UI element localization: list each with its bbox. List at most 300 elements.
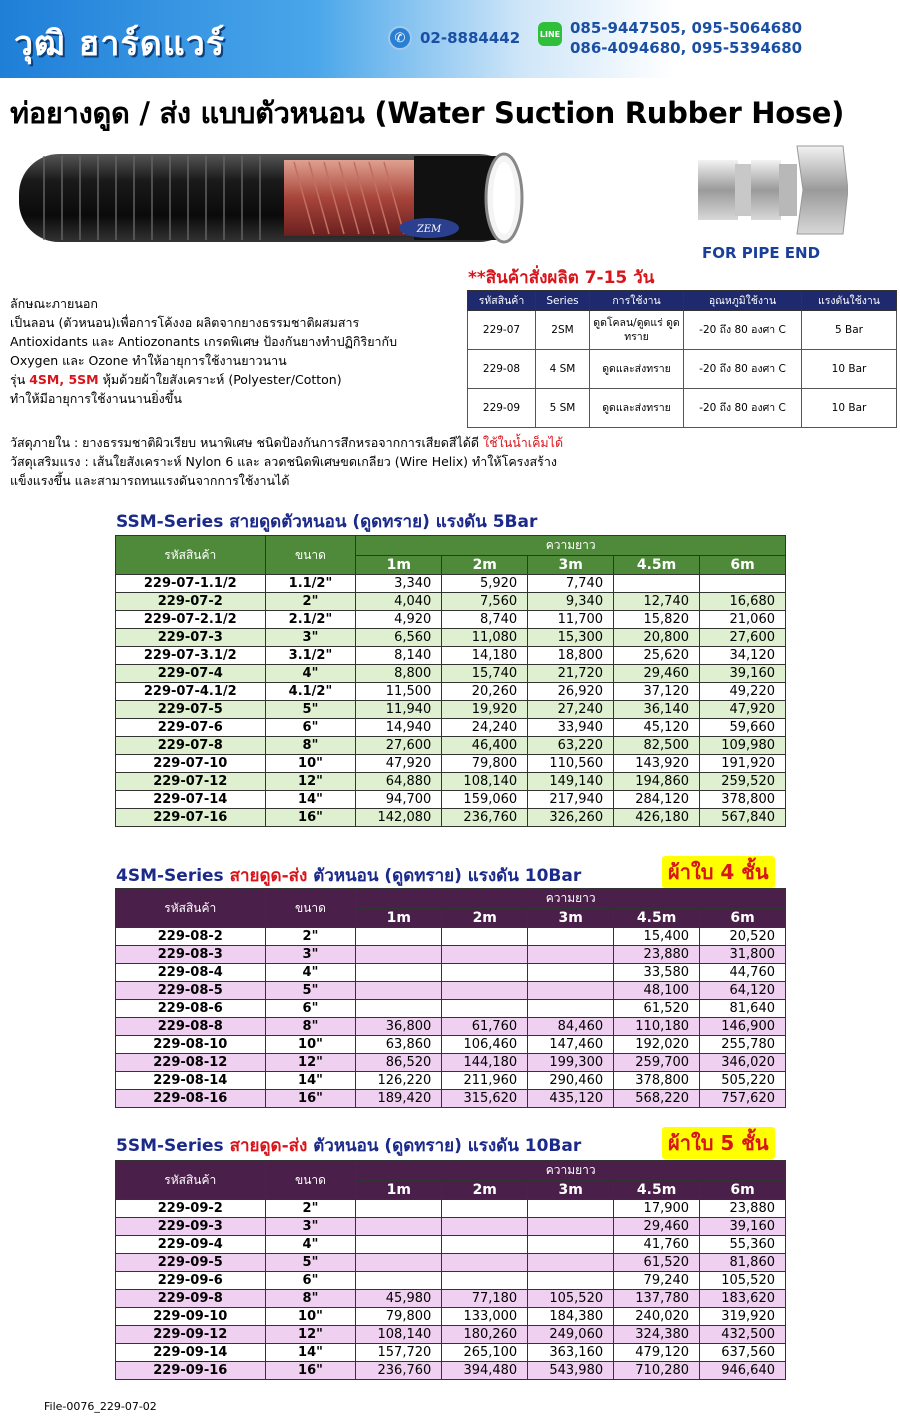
- size-cell: 3.1/2": [265, 647, 356, 665]
- spec-header: รหัสสินค้า: [468, 291, 536, 311]
- line-app-icon: LINE: [538, 22, 562, 46]
- price-cell: 11,700: [528, 611, 614, 629]
- product-code-cell: 229-07-14: [116, 791, 266, 809]
- price-cell: [356, 982, 442, 1000]
- 5sm-layer-badge: ผ้าใบ 5 ชั้น: [662, 1127, 775, 1159]
- price-cell: 505,220: [700, 1072, 786, 1090]
- table-row: [116, 701, 786, 719]
- size-cell: 12": [265, 1054, 356, 1072]
- spec-cell: 10 Bar: [802, 389, 897, 428]
- length-column-header: 2m: [442, 556, 528, 575]
- spec-header: Series: [536, 291, 590, 311]
- size-cell: 6": [265, 719, 356, 737]
- table-row: [116, 1218, 786, 1236]
- table-row: [116, 755, 786, 773]
- size-cell: 10": [265, 755, 356, 773]
- size-cell: 5": [265, 982, 356, 1000]
- price-cell: 15,740: [442, 665, 528, 683]
- product-code-cell: 229-09-12: [116, 1326, 266, 1344]
- price-cell: 61,760: [442, 1018, 528, 1036]
- 4sm-price-table: [115, 888, 786, 1108]
- price-cell: 34,120: [700, 647, 786, 665]
- reinforcement-material: วัสดุเสริมแรง : เส้นใยสังเคราะห์ Nylon 6 และ ลวดชนิดพิเศษขดเกลียว (Wire Helix) ทำให้โครงสร้าง: [10, 454, 557, 469]
- 4sm-section-title: 4SM-Series สายดูด-ส่ง ตัวหนอน (ดูดทราย) แรงดัน 10Bar: [116, 866, 582, 886]
- price-cell: [356, 1272, 442, 1290]
- spec-cell: 5 SM: [536, 389, 590, 428]
- spec-cell: -20 ถึง 80 องศา C: [684, 389, 802, 428]
- product-code-cell: 229-09-10: [116, 1308, 266, 1326]
- spec-header: แรงดันใช้งาน: [802, 291, 897, 311]
- pipe-end-label: FOR PIPE END: [702, 244, 821, 262]
- header-banner: [0, 0, 900, 78]
- price-cell: [528, 1218, 614, 1236]
- product-code-cell: 229-07-3.1/2: [116, 647, 266, 665]
- price-cell: 17,900: [614, 1200, 700, 1218]
- pipe-fitting-image: [693, 140, 848, 240]
- table-row: [116, 1344, 786, 1362]
- spec-table: [467, 290, 897, 428]
- price-cell: 108,140: [442, 773, 528, 791]
- product-code-cell: 229-07-8: [116, 737, 266, 755]
- price-cell: 15,300: [528, 629, 614, 647]
- size-cell: 5": [265, 1254, 356, 1272]
- size-cell: 10": [265, 1036, 356, 1054]
- table-row: [116, 683, 786, 701]
- product-code-cell: 229-08-16: [116, 1090, 266, 1108]
- price-cell: [442, 928, 528, 946]
- spec-cell: ดูดและส่งทราย: [590, 350, 684, 389]
- price-cell: 21,060: [700, 611, 786, 629]
- price-cell: 236,760: [356, 1362, 442, 1380]
- spec-cell: -20 ถึง 80 องศา C: [684, 311, 802, 350]
- price-cell: 147,460: [528, 1036, 614, 1054]
- table-row: [116, 575, 786, 593]
- price-cell: 26,920: [528, 683, 614, 701]
- table-row: [116, 1362, 786, 1380]
- size-cell: 4": [265, 665, 356, 683]
- price-cell: 259,700: [614, 1054, 700, 1072]
- price-cell: [528, 928, 614, 946]
- price-cell: 20,260: [442, 683, 528, 701]
- price-cell: 637,560: [700, 1344, 786, 1362]
- price-cell: 133,000: [442, 1308, 528, 1326]
- price-cell: [528, 1254, 614, 1272]
- spec-cell: ดูดโคลน/ดูดแร่ ดูดทราย: [590, 311, 684, 350]
- phone-contact: [388, 26, 520, 50]
- length-header: ความยาว: [356, 889, 786, 909]
- price-cell: [442, 1254, 528, 1272]
- inner-material: วัสดุภายใน : ยางธรรมชาติผิวเรียบ หนาพิเศษ ชนิดป้องกันการสึกหรอจากการเสียดสีได้ดี ใช้ในน้ำเค็มได้: [10, 435, 564, 450]
- price-cell: 47,920: [356, 755, 442, 773]
- size-cell: 3": [265, 629, 356, 647]
- price-cell: 86,520: [356, 1054, 442, 1072]
- size-header: ขนาด: [265, 889, 356, 928]
- price-cell: 567,840: [700, 809, 786, 827]
- table-row: [116, 982, 786, 1000]
- price-cell: 191,920: [700, 755, 786, 773]
- price-cell: 326,260: [528, 809, 614, 827]
- table-row: [116, 1200, 786, 1218]
- price-cell: 23,880: [614, 946, 700, 964]
- price-cell: 36,140: [614, 701, 700, 719]
- phone-number[interactable]: 02-8884442: [420, 29, 521, 47]
- price-cell: 27,240: [528, 701, 614, 719]
- model-highlight: 4SM, 5SM: [29, 372, 99, 387]
- price-cell: 137,780: [614, 1290, 700, 1308]
- spec-cell: 229-07: [468, 311, 536, 350]
- product-code-cell: 229-08-4: [116, 964, 266, 982]
- table-row: [116, 1036, 786, 1054]
- price-cell: 757,620: [700, 1090, 786, 1108]
- price-cell: 315,620: [442, 1090, 528, 1108]
- length-column-header: 1m: [356, 556, 442, 575]
- table-row: [116, 1000, 786, 1018]
- price-cell: [700, 575, 786, 593]
- price-cell: 192,020: [614, 1036, 700, 1054]
- spec-cell: 2SM: [536, 311, 590, 350]
- table-row: [116, 1308, 786, 1326]
- price-cell: 27,600: [700, 629, 786, 647]
- saltwater-note: ใช้ในน้ำเค็มได้: [483, 435, 564, 450]
- product-code-cell: 229-09-6: [116, 1272, 266, 1290]
- size-cell: 10": [265, 1308, 356, 1326]
- price-cell: 217,940: [528, 791, 614, 809]
- 5sm-section-title: 5SM-Series สายดูด-ส่ง ตัวหนอน (ดูดทราย) แรงดัน 10Bar: [116, 1136, 582, 1156]
- price-cell: 15,820: [614, 611, 700, 629]
- price-cell: 8,140: [356, 647, 442, 665]
- spec-cell: 5 Bar: [802, 311, 897, 350]
- price-cell: 9,340: [528, 593, 614, 611]
- table-row: [116, 629, 786, 647]
- code-header: รหัสสินค้า: [116, 536, 266, 575]
- spec-cell: 229-09: [468, 389, 536, 428]
- price-cell: 189,420: [356, 1090, 442, 1108]
- size-cell: 16": [265, 1090, 356, 1108]
- length-column-header: 2m: [442, 1181, 528, 1200]
- price-cell: 106,460: [442, 1036, 528, 1054]
- price-cell: 39,160: [700, 665, 786, 683]
- price-cell: 363,160: [528, 1344, 614, 1362]
- size-header: ขนาด: [265, 1161, 356, 1200]
- product-code-cell: 229-09-3: [116, 1218, 266, 1236]
- file-id: File-0076_229-07-02: [44, 1400, 157, 1413]
- length-column-header: 3m: [528, 556, 614, 575]
- price-cell: 79,800: [442, 755, 528, 773]
- product-code-cell: 229-09-2: [116, 1200, 266, 1218]
- table-row: [116, 946, 786, 964]
- price-cell: 45,120: [614, 719, 700, 737]
- spec-row: [468, 311, 897, 350]
- price-cell: 110,560: [528, 755, 614, 773]
- price-cell: 45,980: [356, 1290, 442, 1308]
- price-cell: 23,880: [700, 1200, 786, 1218]
- price-cell: [528, 982, 614, 1000]
- table-row: [116, 928, 786, 946]
- price-cell: 25,620: [614, 647, 700, 665]
- price-cell: [356, 1000, 442, 1018]
- mobile-contact: [538, 18, 802, 58]
- table-row: [116, 611, 786, 629]
- size-cell: 4.1/2": [265, 683, 356, 701]
- price-cell: 79,800: [356, 1308, 442, 1326]
- product-code-cell: 229-07-2.1/2: [116, 611, 266, 629]
- size-cell: 12": [265, 1326, 356, 1344]
- size-cell: 16": [265, 1362, 356, 1380]
- price-cell: 64,120: [700, 982, 786, 1000]
- code-header: รหัสสินค้า: [116, 1161, 266, 1200]
- price-cell: [356, 1236, 442, 1254]
- table-row: [116, 964, 786, 982]
- price-cell: 11,080: [442, 629, 528, 647]
- price-cell: 11,940: [356, 701, 442, 719]
- size-cell: 2.1/2": [265, 611, 356, 629]
- price-cell: [356, 928, 442, 946]
- price-cell: 236,760: [442, 809, 528, 827]
- price-cell: [614, 575, 700, 593]
- price-cell: 319,920: [700, 1308, 786, 1326]
- product-code-cell: 229-08-2: [116, 928, 266, 946]
- price-cell: [356, 1200, 442, 1218]
- price-cell: 432,500: [700, 1326, 786, 1344]
- size-cell: 4": [265, 964, 356, 982]
- price-cell: 48,100: [614, 982, 700, 1000]
- code-header: รหัสสินค้า: [116, 889, 266, 928]
- product-code-cell: 229-07-1.1/2: [116, 575, 266, 593]
- price-cell: 33,580: [614, 964, 700, 982]
- price-cell: 126,220: [356, 1072, 442, 1090]
- price-cell: 37,120: [614, 683, 700, 701]
- length-column-header: 2m: [442, 909, 528, 928]
- spec-cell: 229-08: [468, 350, 536, 389]
- price-cell: 33,940: [528, 719, 614, 737]
- price-cell: 16,680: [700, 593, 786, 611]
- price-cell: 36,800: [356, 1018, 442, 1036]
- material-description: [10, 433, 890, 490]
- price-cell: 259,520: [700, 773, 786, 791]
- product-code-cell: 229-09-4: [116, 1236, 266, 1254]
- rubber-hose-image: [14, 142, 534, 252]
- table-row: [116, 665, 786, 683]
- product-code-cell: 229-07-6: [116, 719, 266, 737]
- price-cell: 7,740: [528, 575, 614, 593]
- size-cell: 8": [265, 1018, 356, 1036]
- price-cell: 61,520: [614, 1254, 700, 1272]
- price-cell: 159,060: [442, 791, 528, 809]
- price-cell: 435,120: [528, 1090, 614, 1108]
- size-cell: 2": [265, 1200, 356, 1218]
- price-cell: 49,220: [700, 683, 786, 701]
- price-cell: 18,800: [528, 647, 614, 665]
- mobile-numbers-2[interactable]: 086-4094680, 095-5394680: [570, 39, 803, 57]
- price-cell: 290,460: [528, 1072, 614, 1090]
- table-row: [116, 1072, 786, 1090]
- price-cell: [442, 982, 528, 1000]
- spec-row: [468, 350, 897, 389]
- price-cell: 63,220: [528, 737, 614, 755]
- spec-row: [468, 389, 897, 428]
- price-cell: 20,800: [614, 629, 700, 647]
- price-cell: 81,860: [700, 1254, 786, 1272]
- phone-icon: ✆: [388, 26, 412, 50]
- price-cell: 394,480: [442, 1362, 528, 1380]
- price-cell: 143,920: [614, 755, 700, 773]
- price-cell: 8,800: [356, 665, 442, 683]
- table-row: [116, 1290, 786, 1308]
- product-code-cell: 229-07-12: [116, 773, 266, 791]
- size-cell: 6": [265, 1000, 356, 1018]
- size-header: ขนาด: [265, 536, 356, 575]
- price-cell: 194,860: [614, 773, 700, 791]
- product-description: [10, 294, 465, 408]
- price-cell: 180,260: [442, 1326, 528, 1344]
- price-cell: 84,460: [528, 1018, 614, 1036]
- price-cell: 44,760: [700, 964, 786, 982]
- price-cell: 946,640: [700, 1362, 786, 1380]
- price-cell: 63,860: [356, 1036, 442, 1054]
- price-cell: 59,660: [700, 719, 786, 737]
- price-cell: 41,760: [614, 1236, 700, 1254]
- table-row: [116, 719, 786, 737]
- price-cell: 14,940: [356, 719, 442, 737]
- price-cell: 5,920: [442, 575, 528, 593]
- price-cell: 105,520: [528, 1290, 614, 1308]
- price-cell: 110,180: [614, 1018, 700, 1036]
- product-code-cell: 229-07-2: [116, 593, 266, 611]
- product-code-cell: 229-09-5: [116, 1254, 266, 1272]
- price-cell: 8,740: [442, 611, 528, 629]
- price-cell: 29,460: [614, 1218, 700, 1236]
- price-cell: [442, 1000, 528, 1018]
- price-cell: [356, 964, 442, 982]
- price-cell: 14,180: [442, 647, 528, 665]
- mobile-numbers-1[interactable]: 085-9447505, 095-5064680: [570, 19, 803, 37]
- price-cell: 12,740: [614, 593, 700, 611]
- price-cell: 108,140: [356, 1326, 442, 1344]
- product-code-cell: 229-09-8: [116, 1290, 266, 1308]
- price-cell: 284,120: [614, 791, 700, 809]
- price-cell: 11,500: [356, 683, 442, 701]
- table-row: [116, 1326, 786, 1344]
- product-code-cell: 229-07-5: [116, 701, 266, 719]
- table-row: [116, 1254, 786, 1272]
- length-column-header: 3m: [528, 909, 614, 928]
- size-cell: 1.1/2": [265, 575, 356, 593]
- price-cell: [442, 1236, 528, 1254]
- size-cell: 4": [265, 1236, 356, 1254]
- price-cell: 79,240: [614, 1272, 700, 1290]
- price-cell: 240,020: [614, 1308, 700, 1326]
- size-cell: 8": [265, 1290, 356, 1308]
- spec-header: การใช้งาน: [590, 291, 684, 311]
- price-cell: 19,920: [442, 701, 528, 719]
- price-cell: [528, 1272, 614, 1290]
- product-code-cell: 229-07-4.1/2: [116, 683, 266, 701]
- table-row: [116, 1272, 786, 1290]
- product-code-cell: 229-08-3: [116, 946, 266, 964]
- spec-cell: -20 ถึง 80 องศา C: [684, 350, 802, 389]
- product-code-cell: 229-08-10: [116, 1036, 266, 1054]
- spec-header: อุณหภูมิใช้งาน: [684, 291, 802, 311]
- price-cell: 6,560: [356, 629, 442, 647]
- length-column-header: 4.5m: [614, 909, 700, 928]
- desc-text: รุ่น 4SM, 5SM หุ้มด้วยผ้าใยสังเคราะห์ (Polyester/Cotton): [10, 372, 342, 387]
- price-cell: 146,900: [700, 1018, 786, 1036]
- price-cell: 27,600: [356, 737, 442, 755]
- product-code-cell: 229-08-6: [116, 1000, 266, 1018]
- price-cell: 82,500: [614, 737, 700, 755]
- price-cell: [528, 1200, 614, 1218]
- price-cell: 64,880: [356, 773, 442, 791]
- order-lead-time-note: **สินค้าสั่งผลิต 7-15 วัน: [468, 268, 655, 288]
- desc-text: เป็นลอน (ตัวหนอน)เพื่อการโค้งงอ ผลิตจากยางธรรมชาติผสมสาร: [10, 315, 360, 330]
- price-cell: [356, 1254, 442, 1272]
- price-cell: 324,380: [614, 1326, 700, 1344]
- product-code-cell: 229-08-12: [116, 1054, 266, 1072]
- price-cell: 211,960: [442, 1072, 528, 1090]
- length-column-header: 1m: [356, 909, 442, 928]
- length-column-header: 6m: [700, 556, 786, 575]
- price-cell: [528, 1000, 614, 1018]
- price-cell: 249,060: [528, 1326, 614, 1344]
- size-cell: 2": [265, 593, 356, 611]
- price-cell: 426,180: [614, 809, 700, 827]
- price-cell: 710,280: [614, 1362, 700, 1380]
- length-column-header: 6m: [700, 909, 786, 928]
- price-cell: 21,720: [528, 665, 614, 683]
- price-cell: [528, 946, 614, 964]
- spec-cell: 4 SM: [536, 350, 590, 389]
- ssm-section-title: SSM-Series สายดูดตัวหนอน (ดูดทราย) แรงดัน 5Bar: [116, 512, 538, 532]
- desc-text: Oxygen และ Ozone ทำให้อายุการใช้งานยาวนาน: [10, 353, 287, 368]
- desc-text: Antioxidants และ Antiozonants เกรดพิเศษ ป้องกันยางทำปฏิกิริยากับ: [10, 334, 398, 349]
- table-row: [116, 593, 786, 611]
- price-cell: 47,920: [700, 701, 786, 719]
- price-cell: 7,560: [442, 593, 528, 611]
- product-code-cell: 229-08-5: [116, 982, 266, 1000]
- price-cell: [528, 964, 614, 982]
- table-row: [116, 1054, 786, 1072]
- price-cell: 255,780: [700, 1036, 786, 1054]
- product-code-cell: 229-07-10: [116, 755, 266, 773]
- product-code-cell: 229-07-4: [116, 665, 266, 683]
- table-row: [116, 791, 786, 809]
- price-cell: 61,520: [614, 1000, 700, 1018]
- price-cell: 378,800: [614, 1072, 700, 1090]
- price-cell: 4,920: [356, 611, 442, 629]
- table-row: [116, 809, 786, 827]
- product-code-cell: 229-07-3: [116, 629, 266, 647]
- price-cell: [356, 1218, 442, 1236]
- price-cell: 55,360: [700, 1236, 786, 1254]
- price-cell: 199,300: [528, 1054, 614, 1072]
- product-code-cell: 229-08-8: [116, 1018, 266, 1036]
- price-cell: 157,720: [356, 1344, 442, 1362]
- price-cell: [442, 964, 528, 982]
- product-code-cell: 229-09-14: [116, 1344, 266, 1362]
- 5sm-price-table: [115, 1160, 786, 1380]
- length-column-header: 1m: [356, 1181, 442, 1200]
- price-cell: 142,080: [356, 809, 442, 827]
- size-cell: 14": [265, 1344, 356, 1362]
- table-row: [116, 773, 786, 791]
- size-cell: 8": [265, 737, 356, 755]
- size-cell: 14": [265, 791, 356, 809]
- size-cell: 2": [265, 928, 356, 946]
- desc-text: ทำให้มีอายุการใช้งานนานยิ่งขึ้น: [10, 391, 182, 406]
- price-cell: 3,340: [356, 575, 442, 593]
- 4sm-layer-badge: ผ้าใบ 4 ชั้น: [662, 856, 775, 888]
- price-cell: 31,800: [700, 946, 786, 964]
